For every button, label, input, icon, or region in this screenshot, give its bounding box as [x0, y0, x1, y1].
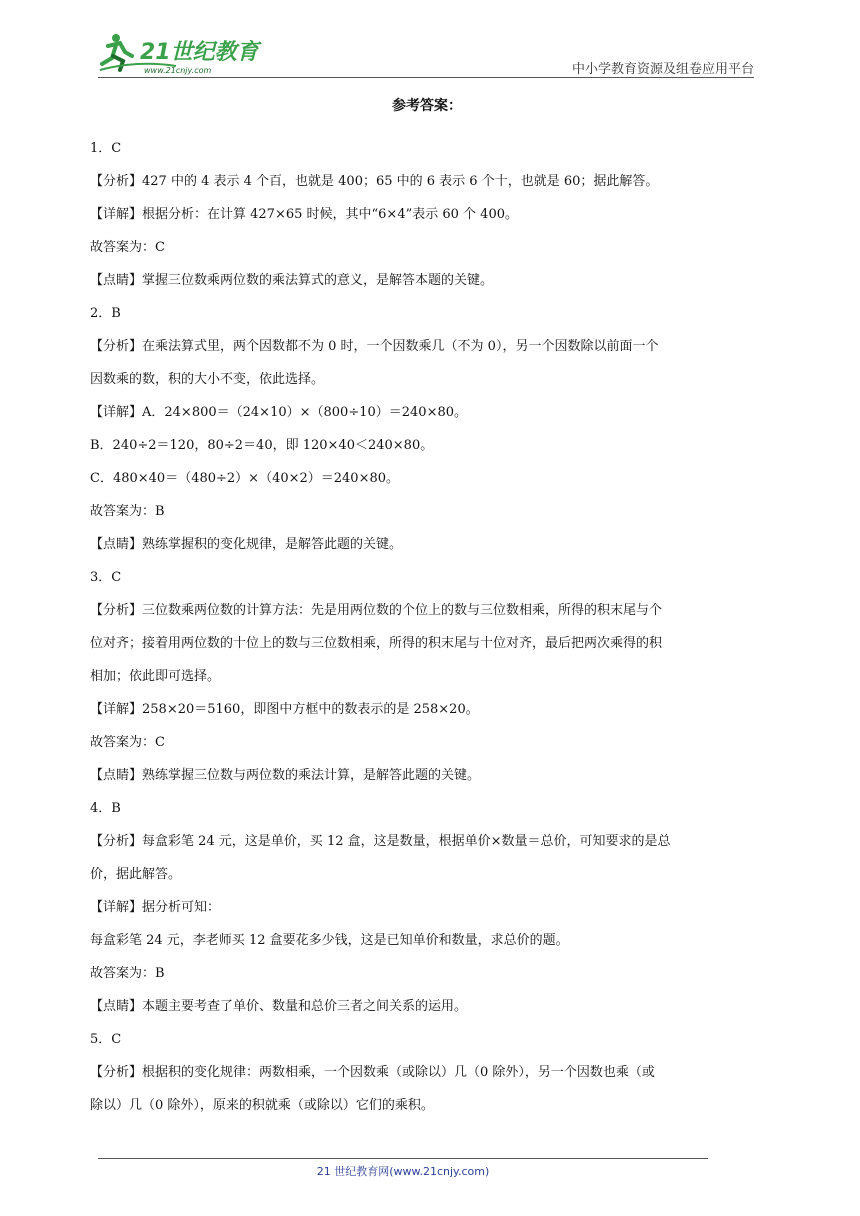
answer-line: 每盒彩笔 24 元，李老师买 12 盒要花多少钱，这是已知单价和数量，求总价的题。 — [90, 933, 569, 948]
runner-logo-icon — [98, 30, 268, 76]
header-divider — [98, 77, 754, 78]
answer-line: 【分析】在乘法算式里，两个因数都不为 0 时，一个因数乘几（不为 0），另一个因数除以前面一个 — [90, 339, 659, 354]
answer-line: 4．B — [90, 801, 121, 816]
answer-line: 【点睛】本题主要考查了单价、数量和总价三者之间关系的运用。 — [90, 999, 468, 1014]
page-footer — [98, 1158, 708, 1179]
answer-line: C．480×40＝（480÷2）×（40×2）＝240×80。 — [90, 471, 400, 486]
answer-line: 3．C — [90, 570, 122, 585]
answer-line: 位对齐；接着用两位数的十位上的数与三位数相乘，所得的积末尾与十位对齐，最后把两次乘得的积 — [90, 636, 663, 651]
answer-line: 因数乘的数，积的大小不变，依此选择。 — [90, 372, 325, 387]
answer-line: 故答案为：B — [90, 966, 165, 981]
answer-line: 2．B — [90, 306, 121, 321]
answer-line: 除以）几（0 除外），原来的积就乘（或除以）它们的乘积。 — [90, 1098, 434, 1113]
answer-line: 【详解】据分析可知： — [90, 900, 221, 915]
answer-line: 【点睛】熟练掌握积的变化规律，是解答此题的关键。 — [90, 537, 403, 552]
footer-text: 21 世纪教育网(www.21cnjy.com) — [316, 1165, 490, 1178]
page-title: 参考答案： — [392, 98, 462, 114]
answer-line: 【点睛】熟练掌握三位数与两位数的乘法计算，是解答此题的关键。 — [90, 768, 481, 783]
answer-line: 【点睛】掌握三位数乘两位数的乘法算式的意义，是解答本题的关键。 — [90, 273, 494, 288]
page-header — [98, 30, 754, 78]
answer-line: 5．C — [90, 1032, 122, 1047]
answer-section — [90, 96, 764, 1122]
answer-line: 故答案为：B — [90, 504, 165, 519]
logo-url: www.21cnjy.com — [144, 66, 212, 75]
logo-wordmark: 21世纪教育 — [140, 40, 259, 65]
header-tagline: 中小学教育资源及组卷应用平台 — [571, 62, 754, 77]
answer-line: 【详解】A．24×800＝（24×10）×（800÷10）＝240×80。 — [90, 405, 468, 420]
answer-lines — [90, 132, 764, 1122]
answer-line: 【详解】258×20＝5160，即图中方框中的数表示的是 258×20。 — [90, 702, 479, 717]
answer-line: 相加；依此即可选择。 — [90, 669, 221, 684]
answer-line: 【分析】每盒彩笔 24 元，这是单价，买 12 盒，这是数量，根据单价×数量＝总价，可知要求的是总 — [90, 834, 671, 849]
answer-line: 价，据此解答。 — [90, 867, 182, 882]
answer-line: 1．C — [90, 141, 122, 156]
answer-line: 故答案为：C — [90, 735, 165, 750]
answer-line: 【分析】427 中的 4 表示 4 个百，也就是 400；65 中的 6 表示 6 个十，也就是 60；据此解答。 — [90, 174, 659, 189]
answer-line: 【分析】根据积的变化规律：两数相乘，一个因数乘（或除以）几（0 除外），另一个因数也乘（或 — [90, 1065, 655, 1080]
answer-line: 故答案为：C — [90, 240, 165, 255]
answer-line: 【分析】三位数乘两位数的计算方法：先是用两位数的个位上的数与三位数相乘，所得的积末尾与个 — [90, 603, 663, 618]
answer-line: 【详解】根据分析：在计算 427×65 时候，其中“6×4”表示 60 个 400。 — [90, 207, 518, 222]
brand-logo — [98, 30, 268, 76]
answer-line: B．240÷2＝120，80÷2＝40，即 120×40＜240×80。 — [90, 438, 434, 453]
